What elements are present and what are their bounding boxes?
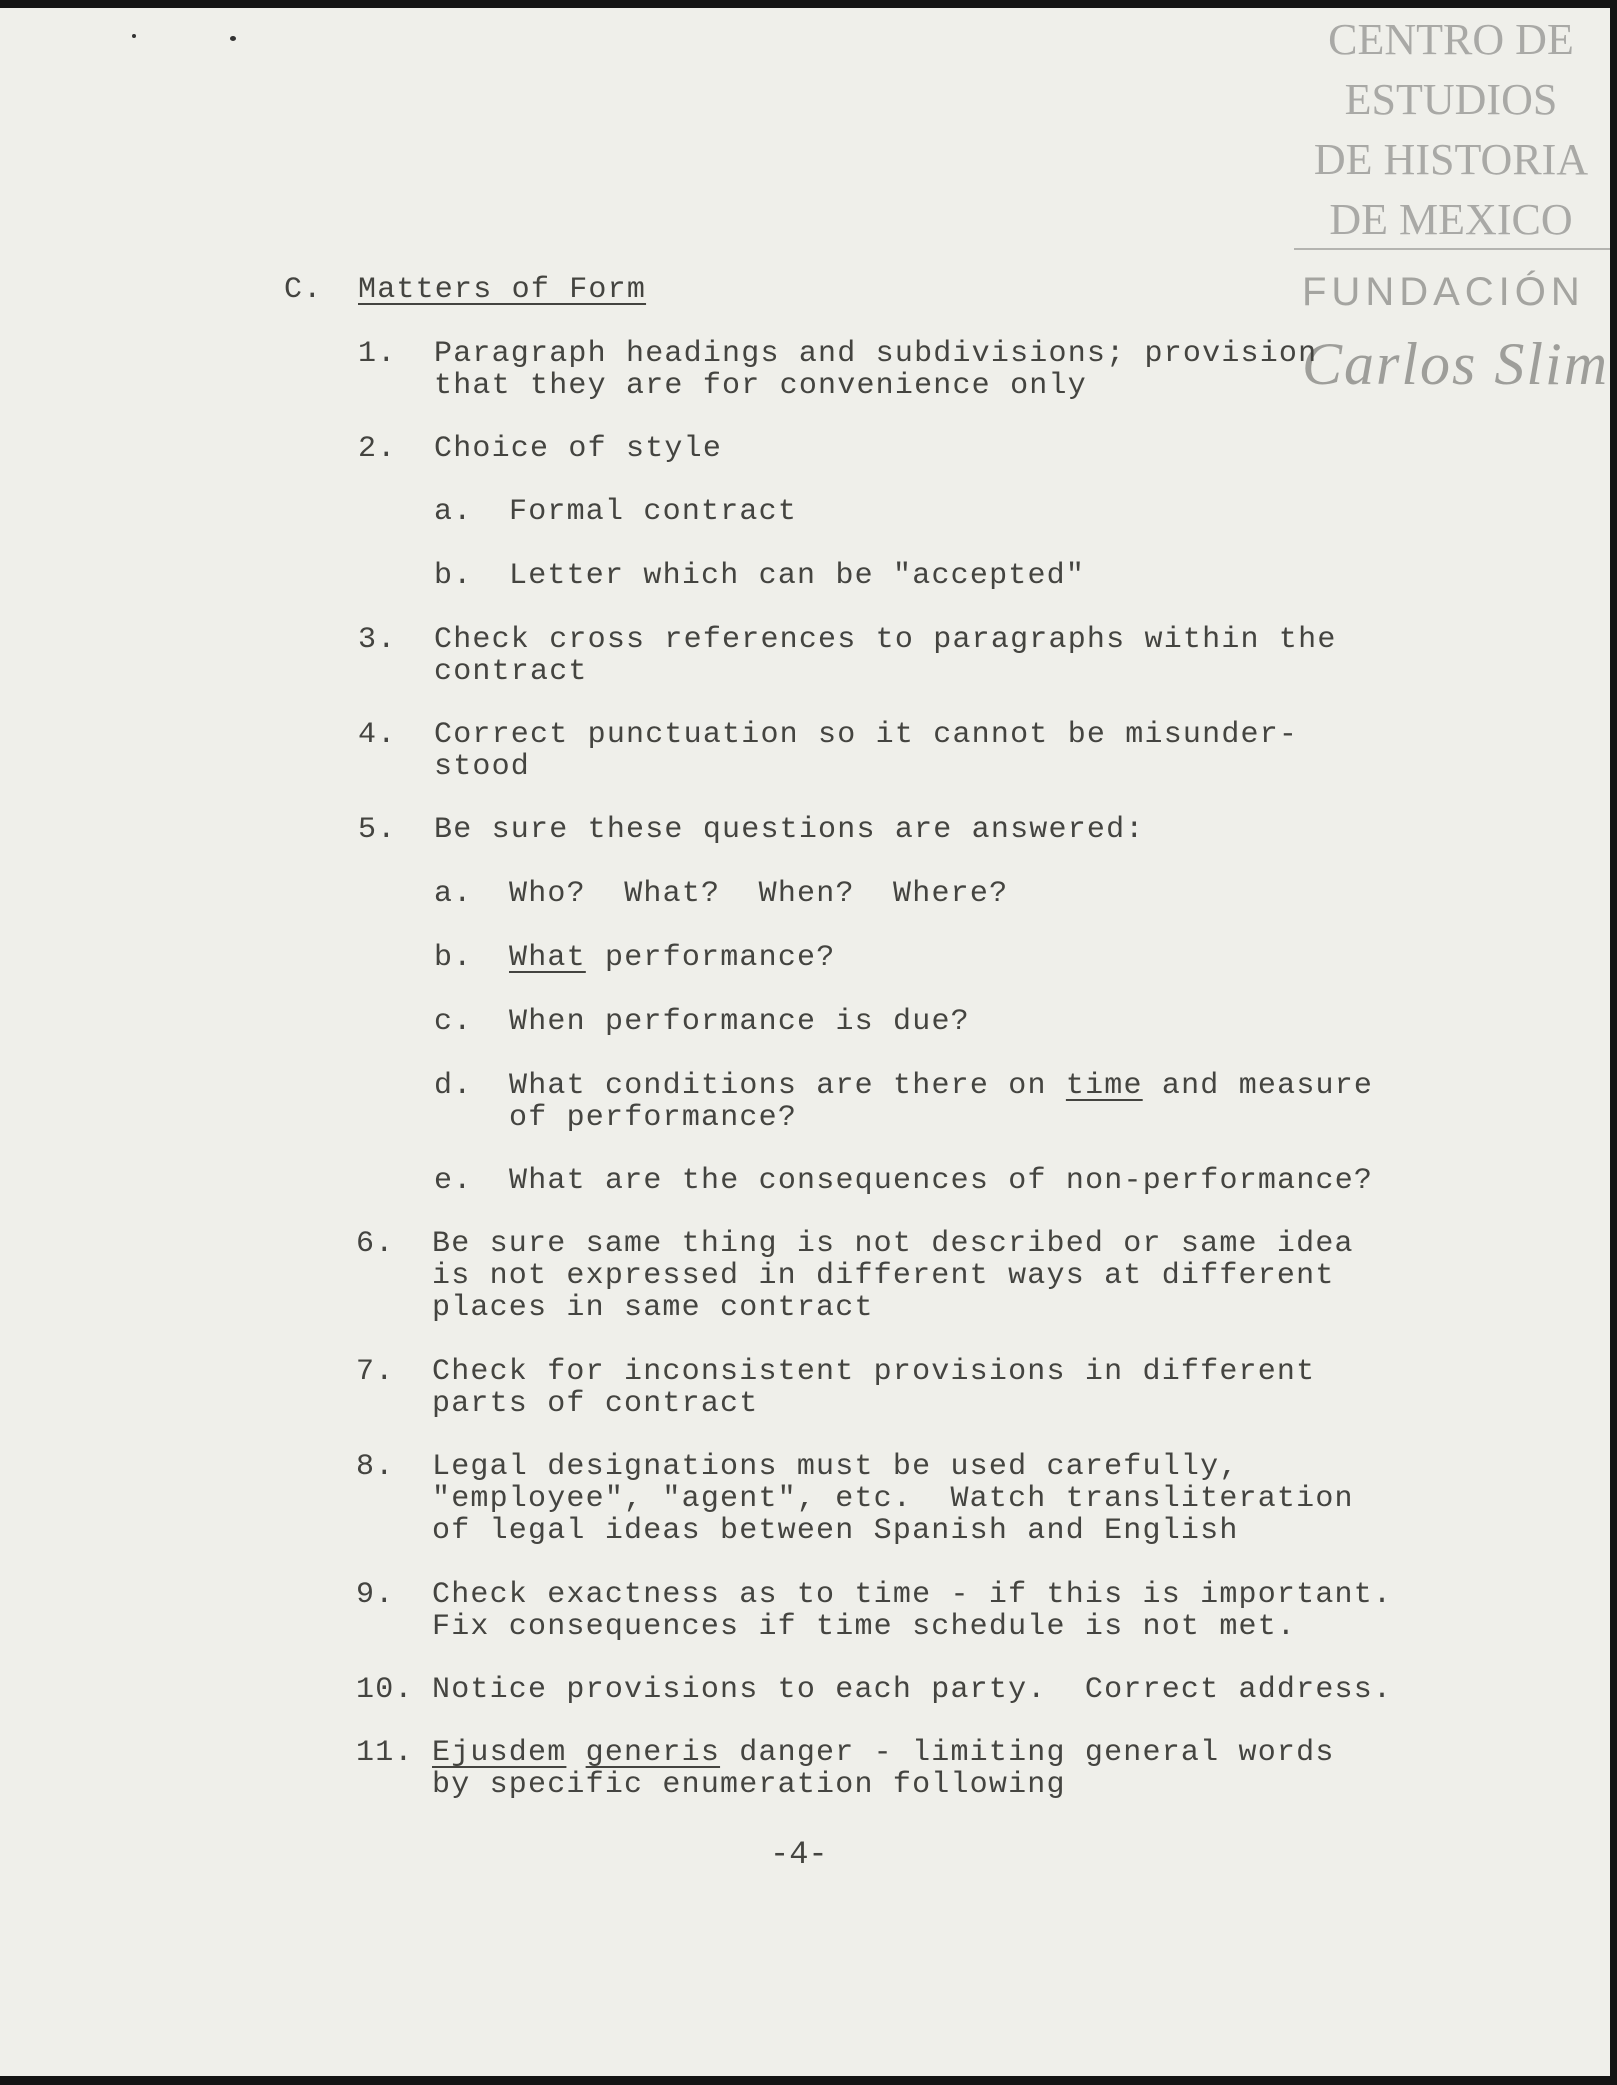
item-text: contract	[434, 655, 588, 689]
subitem-text: Formal contract	[509, 495, 798, 529]
emphasis-word: What	[509, 941, 586, 975]
item-text: Check cross references to paragraphs within the	[434, 623, 1337, 657]
item-number: 4.	[358, 718, 397, 752]
item-text: Be sure same thing is not described or same idea	[432, 1227, 1354, 1261]
item-text: Legal designations must be used carefully,	[432, 1450, 1239, 1484]
item-text: Choice of style	[434, 432, 723, 466]
item-text: Paragraph headings and subdivisions; provision	[434, 337, 1318, 371]
item-number: 8.	[356, 1450, 395, 1484]
item-text: Fix consequences if time schedule is not met.	[432, 1610, 1297, 1644]
item-rest: danger - limiting general words	[720, 1736, 1335, 1770]
subitem-post: and measure	[1142, 1069, 1374, 1103]
subitem-letter: a.	[434, 877, 473, 911]
item-text: of legal ideas between Spanish and English	[432, 1514, 1239, 1548]
section-title: Matters of Form	[358, 273, 647, 307]
paper-speck	[132, 34, 136, 38]
subitem-text: of performance?	[509, 1101, 798, 1135]
emphasis-word: generis	[585, 1736, 721, 1770]
subitem-pre: What conditions are there on	[509, 1069, 1066, 1103]
emphasis-word: time	[1065, 1069, 1143, 1103]
item-text: is not expressed in different ways at different	[432, 1259, 1335, 1293]
subitem-text: Letter which can be "accepted"	[509, 559, 1086, 593]
item-text	[432, 1737, 1335, 1769]
watermark-line: CENTRO DE	[1328, 15, 1574, 64]
item-number: 3.	[358, 623, 397, 657]
item-text: Correct punctuation so it cannot be misunder-	[434, 718, 1299, 752]
subitem-rest: performance?	[585, 941, 836, 975]
item-text: parts of contract	[432, 1387, 759, 1421]
subitem-text: Who? What? When? Where?	[509, 877, 1009, 911]
subitem-letter: c.	[434, 1005, 473, 1039]
watermark-fundacion: FUNDACIÓN	[1302, 270, 1585, 314]
item-number: 11.	[356, 1736, 414, 1770]
subitem-letter: b.	[434, 559, 473, 593]
item-text: Be sure these questions are answered:	[434, 813, 1145, 847]
item-number: 7.	[356, 1355, 395, 1389]
item-text: that they are for convenience only	[434, 369, 1087, 403]
item-number: 6.	[356, 1227, 395, 1261]
watermark-line: DE MEXICO	[1329, 195, 1573, 244]
item-number: 2.	[358, 432, 397, 466]
watermark-divider	[1294, 248, 1610, 250]
subitem-text	[509, 942, 835, 974]
document-page	[0, 8, 1610, 2076]
item-number: 1.	[358, 337, 397, 371]
subitem-letter: a.	[434, 495, 473, 529]
subitem-text	[509, 1070, 1373, 1102]
item-text: stood	[434, 750, 531, 784]
paper-speck	[230, 36, 236, 41]
watermark-line: ESTUDIOS	[1344, 75, 1558, 124]
item-text: Notice provisions to each party. Correct address.	[432, 1673, 1393, 1707]
item-number: 5.	[358, 813, 397, 847]
item-text: places in same contract	[432, 1291, 874, 1325]
section-letter: C.	[284, 273, 323, 307]
item-number: 9.	[356, 1578, 395, 1612]
item-text: Check exactness as to time - if this is important.	[432, 1578, 1393, 1612]
page-number: -4-	[770, 1836, 828, 1873]
item-text: Check for inconsistent provisions in different	[432, 1355, 1316, 1389]
item-text: "employee", "agent", etc. Watch transliteration	[432, 1482, 1354, 1516]
item-number: 10.	[356, 1673, 414, 1707]
subitem-letter: e.	[434, 1164, 473, 1198]
subitem-letter: b.	[434, 941, 473, 975]
subitem-text: What are the consequences of non-performance?	[509, 1164, 1374, 1198]
watermark-line: DE HISTORIA	[1313, 135, 1589, 184]
subitem-letter: d.	[434, 1069, 473, 1103]
watermark-signature: Carlos Slim	[1302, 331, 1610, 397]
subitem-text: When performance is due?	[509, 1005, 970, 1039]
item-text: by specific enumeration following	[432, 1768, 1066, 1802]
emphasis-word: Ejusdem	[432, 1736, 567, 1770]
